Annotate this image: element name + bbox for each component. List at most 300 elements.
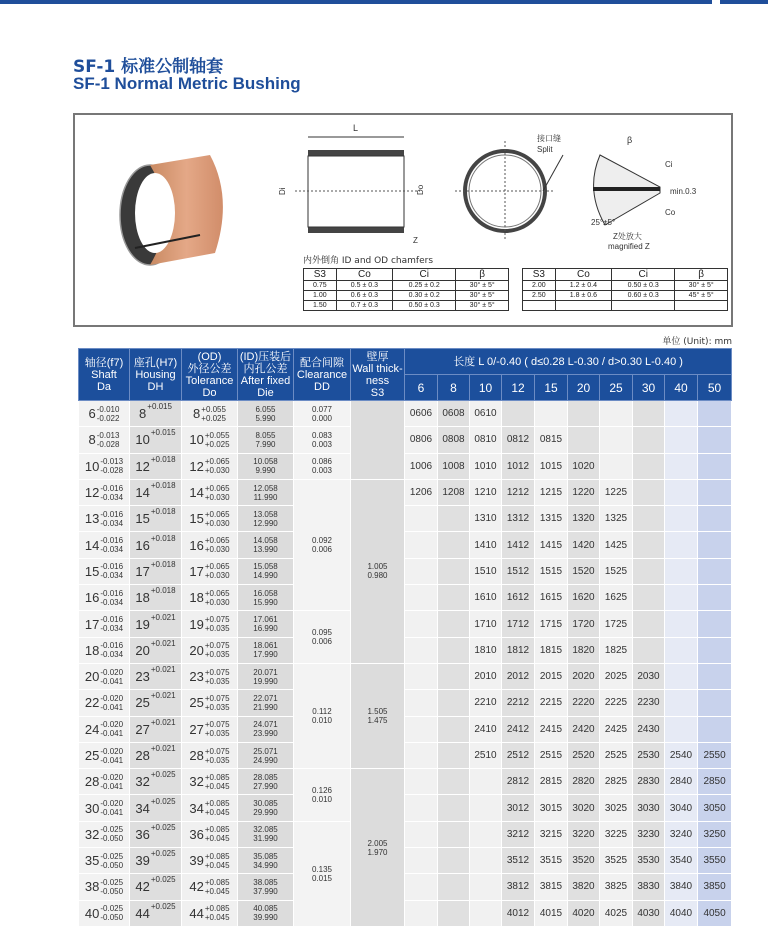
part-code-cell [470, 821, 502, 847]
housing-cell: 15 +0.018 [130, 506, 182, 532]
part-code-cell: 1615 [535, 585, 568, 611]
housing-cell: 44 +0.025 [130, 900, 182, 926]
part-code-cell: 1510 [470, 558, 502, 584]
id-after-fixed-cell: 15.058 14.990 [238, 558, 294, 584]
part-code-cell: 1312 [502, 506, 535, 532]
part-code-cell [470, 848, 502, 874]
part-code-cell [405, 558, 438, 584]
part-code-cell: 1715 [535, 611, 568, 637]
part-code-cell [405, 716, 438, 742]
shaft-cell: 10 -0.013 -0.028 [79, 453, 130, 479]
part-code-cell [698, 453, 732, 479]
shaft-cell: 12 -0.016 -0.034 [79, 479, 130, 505]
shaft-cell: 30 -0.020 -0.041 [79, 795, 130, 821]
housing-cell: 42 +0.025 [130, 874, 182, 900]
part-code-cell: 3820 [568, 874, 600, 900]
part-code-cell: 3550 [698, 848, 732, 874]
housing-cell: 34 +0.025 [130, 795, 182, 821]
part-code-cell [665, 401, 698, 427]
part-code-cell: 3540 [665, 848, 698, 874]
part-code-cell [438, 848, 470, 874]
col-header: Ci [393, 269, 456, 281]
table-row [79, 690, 732, 716]
id-after-fixed-cell: 17.061 16.990 [238, 611, 294, 637]
part-code-cell: 1320 [568, 506, 600, 532]
od-tolerance-cell: 19 +0.075 +0.035 [182, 611, 238, 637]
od-tolerance-cell: 28 +0.075 +0.035 [182, 742, 238, 768]
shaft-cell: 22 -0.020 -0.041 [79, 690, 130, 716]
housing-cell: 36 +0.025 [130, 821, 182, 847]
page-title-zh: SF-1 标准公制轴套 [73, 57, 224, 77]
part-code-cell: 3212 [502, 821, 535, 847]
wall-thickness-cell: 1.505 1.475 [351, 663, 405, 768]
part-code-cell: 1815 [535, 637, 568, 663]
part-code-cell: 1520 [568, 558, 600, 584]
part-code-cell: 3220 [568, 821, 600, 847]
part-code-cell [405, 532, 438, 558]
part-code-cell: 3840 [665, 874, 698, 900]
part-code-cell [665, 637, 698, 663]
id-after-fixed-cell: 35.085 34.990 [238, 848, 294, 874]
id-after-fixed-cell: 20.071 19.990 [238, 663, 294, 689]
part-code-cell: 4030 [633, 900, 665, 926]
od-tolerance-cell: 15 +0.065 +0.030 [182, 506, 238, 532]
col-header-length-6: 6 [405, 375, 438, 401]
part-code-cell: 1208 [438, 479, 470, 505]
housing-cell: 8 +0.015 [130, 401, 182, 427]
col-header: S3 [523, 269, 556, 281]
part-code-cell: 2525 [600, 742, 633, 768]
part-code-cell [438, 900, 470, 926]
part-code-cell [665, 506, 698, 532]
table-row [79, 848, 732, 874]
table-row [79, 532, 732, 558]
col-header-id-after-fixed: (ID)压装后 内孔公差 After fixed Die [238, 349, 294, 401]
part-code-cell: 1325 [600, 506, 633, 532]
id-after-fixed-cell: 22.071 21.990 [238, 690, 294, 716]
part-code-cell [698, 690, 732, 716]
part-code-cell [633, 611, 665, 637]
table-row [79, 427, 732, 453]
part-code-cell: 1420 [568, 532, 600, 558]
table-row [79, 821, 732, 847]
col-header-length-8: 8 [438, 375, 470, 401]
shaft-cell: 20 -0.020 -0.041 [79, 663, 130, 689]
id-after-fixed-cell: 25.071 24.990 [238, 742, 294, 768]
part-code-cell: 1206 [405, 479, 438, 505]
od-tolerance-cell: 10 +0.055 +0.025 [182, 427, 238, 453]
shaft-cell: 8 -0.013 -0.028 [79, 427, 130, 453]
housing-cell: 28 +0.021 [130, 742, 182, 768]
wall-thickness-cell [351, 401, 405, 480]
part-code-cell: 1612 [502, 585, 535, 611]
col-header-wall-thickness: 壁厚 Wall thick- ness S3 [352, 350, 403, 399]
part-code-cell: 2025 [600, 663, 633, 689]
part-code-cell: 2515 [535, 742, 568, 768]
part-code-cell [698, 506, 732, 532]
part-code-cell [438, 690, 470, 716]
clearance-cell: 0.095 0.006 [294, 611, 351, 664]
housing-cell: 27 +0.021 [130, 716, 182, 742]
part-code-cell: 4025 [600, 900, 633, 926]
table-row: 0.75 0.5 ± 0.3 0.25 ± 0.2 30° ± 5° [304, 281, 509, 291]
part-code-cell: 4012 [502, 900, 535, 926]
od-tolerance-cell: 39 +0.085 +0.045 [182, 848, 238, 874]
shaft-cell: 6 -0.010 -0.022 [79, 401, 130, 427]
svg-text:Di: Di [278, 187, 287, 195]
od-tolerance-cell: 20 +0.075 +0.035 [182, 637, 238, 663]
od-tolerance-cell: 18 +0.065 +0.030 [182, 585, 238, 611]
part-code-cell: 1212 [502, 479, 535, 505]
part-code-cell: 2225 [600, 690, 633, 716]
clearance-cell: 0.083 0.003 [294, 427, 351, 453]
part-code-cell: 0808 [438, 427, 470, 453]
part-code-cell [633, 401, 665, 427]
part-code-cell [535, 401, 568, 427]
top-accent-bar [0, 0, 712, 4]
col-header-housing: 座孔(H7) Housing DH [130, 349, 182, 401]
part-code-cell: 2212 [502, 690, 535, 716]
table-row [79, 716, 732, 742]
table-row [79, 900, 732, 926]
unit-label: 单位 (Unit): mm [662, 337, 732, 347]
svg-text:min.0.3: min.0.3 [670, 187, 697, 196]
svg-text:Z: Z [413, 236, 418, 245]
technical-drawing [275, 115, 735, 265]
part-code-cell: 1712 [502, 611, 535, 637]
part-code-cell: 1515 [535, 558, 568, 584]
part-code-cell: 1512 [502, 558, 535, 584]
part-code-cell: 3025 [600, 795, 633, 821]
part-code-cell [438, 821, 470, 847]
part-code-cell [633, 479, 665, 505]
col-header-length-50: 50 [698, 375, 732, 401]
housing-cell: 16 +0.018 [130, 532, 182, 558]
clearance-cell: 0.135 0.015 [294, 821, 351, 926]
svg-text:Do: Do [416, 184, 425, 195]
figure-panel [73, 113, 733, 327]
od-tolerance-cell: 17 +0.065 +0.030 [182, 558, 238, 584]
part-code-cell [665, 479, 698, 505]
part-code-cell [698, 401, 732, 427]
housing-cell: 39 +0.025 [130, 848, 182, 874]
part-code-cell [438, 506, 470, 532]
table-row [79, 742, 732, 768]
part-code-cell [438, 611, 470, 637]
part-code-cell [698, 716, 732, 742]
part-code-cell: 2425 [600, 716, 633, 742]
od-tolerance-cell: 25 +0.075 +0.035 [182, 690, 238, 716]
id-after-fixed-cell: 32.085 31.990 [238, 821, 294, 847]
wall-thickness-cell: 1.005 0.980 [351, 479, 405, 663]
svg-text:Ci: Ci [665, 160, 673, 169]
id-after-fixed-cell: 6.055 5.990 [238, 401, 294, 427]
part-code-cell: 2530 [633, 742, 665, 768]
bushing-spec-table [78, 348, 732, 927]
part-code-cell [600, 401, 633, 427]
part-code-cell [405, 900, 438, 926]
part-code-cell: 1620 [568, 585, 600, 611]
part-code-cell: 2815 [535, 769, 568, 795]
part-code-cell [698, 479, 732, 505]
housing-cell: 32 +0.025 [130, 769, 182, 795]
col-header: Ci [612, 269, 675, 281]
housing-cell: 17 +0.018 [130, 558, 182, 584]
col-header-length-15: 15 [535, 375, 568, 401]
id-after-fixed-cell: 38.085 37.990 [238, 874, 294, 900]
part-code-cell: 2020 [568, 663, 600, 689]
part-code-cell: 1315 [535, 506, 568, 532]
id-after-fixed-cell: 10.058 9.990 [238, 453, 294, 479]
id-after-fixed-cell: 16.058 15.990 [238, 585, 294, 611]
part-code-cell: 2520 [568, 742, 600, 768]
part-code-cell: 1610 [470, 585, 502, 611]
chamfer-table-right [522, 268, 728, 311]
part-code-cell: 3012 [502, 795, 535, 821]
part-code-cell [438, 637, 470, 663]
part-code-cell [665, 663, 698, 689]
shaft-cell: 40 -0.025 -0.050 [79, 900, 130, 926]
col-header: Co [336, 269, 392, 281]
part-code-cell: 3225 [600, 821, 633, 847]
table-row: 2.50 1.8 ± 0.6 0.60 ± 0.3 45° ± 5° [523, 291, 728, 301]
part-code-cell: 0810 [470, 427, 502, 453]
svg-text:Co: Co [665, 208, 676, 217]
col-header: Co [555, 269, 611, 281]
part-code-cell: 2430 [633, 716, 665, 742]
part-code-cell [568, 427, 600, 453]
od-tolerance-cell: 8 +0.055 +0.025 [182, 401, 238, 427]
part-code-cell: 1006 [405, 453, 438, 479]
bushing-photo [105, 143, 235, 283]
part-code-cell: 2412 [502, 716, 535, 742]
part-code-cell: 2510 [470, 742, 502, 768]
part-code-cell: 3530 [633, 848, 665, 874]
part-code-cell: 2820 [568, 769, 600, 795]
od-tolerance-cell: 14 +0.065 +0.030 [182, 479, 238, 505]
part-code-cell [665, 611, 698, 637]
part-code-cell: 2030 [633, 663, 665, 689]
part-code-cell [665, 532, 698, 558]
table-row [79, 453, 732, 479]
part-code-cell [633, 558, 665, 584]
table-row [79, 769, 732, 795]
id-after-fixed-cell: 30.085 29.990 [238, 795, 294, 821]
part-code-cell: 0610 [470, 401, 502, 427]
clearance-cell: 0.112 0.010 [294, 663, 351, 768]
part-code-cell [438, 874, 470, 900]
part-code-cell [665, 716, 698, 742]
part-code-cell: 2410 [470, 716, 502, 742]
od-tolerance-cell: 36 +0.085 +0.045 [182, 821, 238, 847]
part-code-cell [405, 611, 438, 637]
table-row: 1.00 0.6 ± 0.3 0.30 ± 0.2 30° ± 5° [304, 291, 509, 301]
part-code-cell: 2830 [633, 769, 665, 795]
part-code-cell: 3040 [665, 795, 698, 821]
part-code-cell: 4015 [535, 900, 568, 926]
part-code-cell [405, 690, 438, 716]
part-code-cell [405, 874, 438, 900]
part-code-cell [665, 427, 698, 453]
part-code-cell [405, 821, 438, 847]
id-after-fixed-cell: 14.058 13.990 [238, 532, 294, 558]
part-code-cell: 4040 [665, 900, 698, 926]
table-row [79, 874, 732, 900]
part-code-cell: 1210 [470, 479, 502, 505]
part-code-cell: 1015 [535, 453, 568, 479]
part-code-cell: 3230 [633, 821, 665, 847]
col-header: β [456, 269, 509, 281]
col-header-clearance: 配合间隙 Clearance DD [294, 349, 351, 401]
od-tolerance-cell: 16 +0.065 +0.030 [182, 532, 238, 558]
part-code-cell: 3815 [535, 874, 568, 900]
od-tolerance-cell: 23 +0.075 +0.035 [182, 663, 238, 689]
part-code-cell [438, 769, 470, 795]
part-code-cell [698, 558, 732, 584]
id-after-fixed-cell: 40.085 39.990 [238, 900, 294, 926]
part-code-cell: 2840 [665, 769, 698, 795]
table-row [79, 401, 732, 427]
id-after-fixed-cell: 8.055 7.990 [238, 427, 294, 453]
part-code-cell [698, 532, 732, 558]
part-code-cell: 1008 [438, 453, 470, 479]
id-after-fixed-cell: 13.058 12.990 [238, 506, 294, 532]
svg-text:接口缝: 接口缝 [537, 134, 561, 143]
col-header-length: 长度 L 0/-0.40 ( d≤0.28 L-0.30 / d>0.30 L-0.40 ) [405, 349, 732, 375]
part-code-cell: 1020 [568, 453, 600, 479]
id-after-fixed-cell: 12.058 11.990 [238, 479, 294, 505]
clearance-cell: 0.077 0.000 [294, 401, 351, 427]
housing-cell: 12 +0.018 [130, 453, 182, 479]
part-code-cell: 3830 [633, 874, 665, 900]
part-code-cell [438, 795, 470, 821]
part-code-cell: 2550 [698, 742, 732, 768]
part-code-cell: 1010 [470, 453, 502, 479]
id-after-fixed-cell: 28.085 27.990 [238, 769, 294, 795]
shaft-cell: 25 -0.020 -0.041 [79, 742, 130, 768]
housing-cell: 10 +0.015 [130, 427, 182, 453]
table-row [79, 637, 732, 663]
part-code-cell: 0806 [405, 427, 438, 453]
part-code-cell: 2230 [633, 690, 665, 716]
part-code-cell [405, 585, 438, 611]
part-code-cell: 1710 [470, 611, 502, 637]
part-code-cell: 3812 [502, 874, 535, 900]
part-code-cell [568, 401, 600, 427]
part-code-cell [633, 585, 665, 611]
part-code-cell: 1525 [600, 558, 633, 584]
chamfer-table-left [303, 268, 509, 311]
col-header-length-30: 30 [633, 375, 665, 401]
shaft-cell: 16 -0.016 -0.034 [79, 585, 130, 611]
part-code-cell: 4050 [698, 900, 732, 926]
part-code-cell: 2010 [470, 663, 502, 689]
part-code-cell: 2825 [600, 769, 633, 795]
svg-text:25°±5°: 25°±5° [591, 218, 616, 227]
part-code-cell: 2540 [665, 742, 698, 768]
part-code-cell [698, 637, 732, 663]
svg-text:magnified Z: magnified Z [608, 242, 650, 251]
part-code-cell [438, 742, 470, 768]
part-code-cell: 3015 [535, 795, 568, 821]
part-code-cell: 3050 [698, 795, 732, 821]
part-code-cell: 3850 [698, 874, 732, 900]
part-code-cell: 3215 [535, 821, 568, 847]
part-code-cell [438, 585, 470, 611]
part-code-cell [470, 900, 502, 926]
col-header-length-12: 12 [502, 375, 535, 401]
part-code-cell [600, 427, 633, 453]
od-tolerance-cell: 44 +0.085 +0.045 [182, 900, 238, 926]
part-code-cell [633, 506, 665, 532]
part-code-cell [665, 585, 698, 611]
part-code-cell [470, 795, 502, 821]
part-code-cell [665, 690, 698, 716]
part-code-cell: 2812 [502, 769, 535, 795]
clearance-cell: 0.126 0.010 [294, 769, 351, 822]
svg-text:Z处放大: Z处放大 [613, 232, 642, 241]
housing-cell: 14 +0.018 [130, 479, 182, 505]
table-row [79, 611, 732, 637]
part-code-cell: 1310 [470, 506, 502, 532]
part-code-cell: 2420 [568, 716, 600, 742]
part-code-cell [405, 848, 438, 874]
part-code-cell: 0812 [502, 427, 535, 453]
part-code-cell [633, 453, 665, 479]
part-code-cell: 1825 [600, 637, 633, 663]
col-header-length-25: 25 [600, 375, 633, 401]
part-code-cell [405, 769, 438, 795]
shaft-cell: 18 -0.016 -0.034 [79, 637, 130, 663]
col-header: β [675, 269, 728, 281]
part-code-cell [698, 611, 732, 637]
svg-text:β: β [627, 135, 633, 145]
part-code-cell [405, 506, 438, 532]
clearance-cell: 0.086 0.003 [294, 453, 351, 479]
part-code-cell [633, 427, 665, 453]
shaft-cell: 13 -0.016 -0.034 [79, 506, 130, 532]
part-code-cell [405, 742, 438, 768]
shaft-cell: 24 -0.020 -0.041 [79, 716, 130, 742]
svg-text:Split: Split [537, 145, 553, 154]
part-code-cell: 3525 [600, 848, 633, 874]
part-code-cell [698, 585, 732, 611]
col-header-length-40: 40 [665, 375, 698, 401]
part-code-cell: 2850 [698, 769, 732, 795]
col-header-length-20: 20 [568, 375, 600, 401]
part-code-cell: 1415 [535, 532, 568, 558]
od-tolerance-cell: 27 +0.075 +0.035 [182, 716, 238, 742]
table-row [79, 585, 732, 611]
part-code-cell [470, 874, 502, 900]
part-code-cell: 1225 [600, 479, 633, 505]
top-accent-bar-right [720, 0, 768, 4]
part-code-cell [405, 663, 438, 689]
part-code-cell: 1820 [568, 637, 600, 663]
part-code-cell: 3020 [568, 795, 600, 821]
part-code-cell [698, 663, 732, 689]
part-code-cell: 1720 [568, 611, 600, 637]
part-code-cell: 2012 [502, 663, 535, 689]
part-code-cell: 1812 [502, 637, 535, 663]
part-code-cell: 1410 [470, 532, 502, 558]
part-code-cell [633, 637, 665, 663]
shaft-cell: 15 -0.016 -0.034 [79, 558, 130, 584]
table-row [79, 479, 732, 505]
part-code-cell [470, 769, 502, 795]
housing-cell: 19 +0.021 [130, 611, 182, 637]
table-row: 1.50 0.7 ± 0.3 0.50 ± 0.3 30° ± 5° [304, 301, 509, 311]
